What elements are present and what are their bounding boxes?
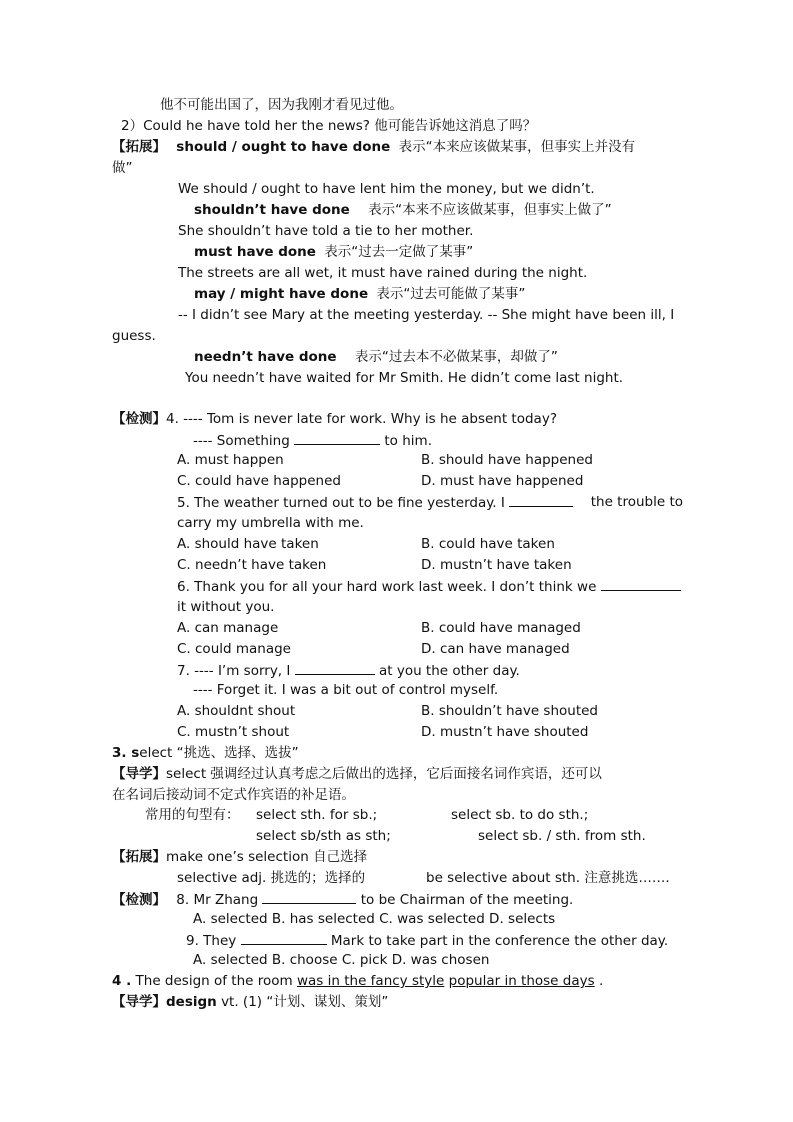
- question-text: 8. Mr Zhang: [176, 892, 259, 908]
- example-sentence-cont: guess.: [112, 328, 156, 344]
- section-number: 3. s: [112, 745, 140, 761]
- term-desc: 表示“过去一定做了某事”: [324, 244, 474, 260]
- tuozhan-line: [112, 848, 367, 866]
- option: A. can manage: [177, 620, 279, 636]
- term-should-have-done: should / ought to have done: [176, 139, 391, 155]
- option: B. could have taken: [421, 536, 555, 552]
- answer-blank[interactable]: [241, 931, 327, 945]
- underlined-phrase: was in the fancy style: [296, 973, 445, 989]
- answer-blank[interactable]: [509, 493, 573, 507]
- sentence-text: The design of the room: [135, 973, 293, 989]
- jiance-tag: 【检测】: [112, 411, 166, 427]
- daoxue-line: [112, 993, 388, 1011]
- option: D. mustn’t have taken: [421, 557, 572, 573]
- pattern-label: 常用的句型有：: [145, 807, 240, 823]
- option: D. mustn’t have shouted: [421, 724, 589, 740]
- question-text: the trouble to: [590, 494, 683, 510]
- example-sentence: The streets are all wet, it must have rained during the night.: [178, 265, 588, 281]
- term-neednt-have-done: needn’t have done: [194, 349, 337, 365]
- pattern: select sth. for sb.;: [256, 807, 378, 823]
- daoxue-text: select 强调经过认真考虑之后做出的选择，它后面接名词作宾语，还可以: [166, 766, 602, 782]
- options-row: A. selected B. choose C. pick D. was chosen: [193, 952, 490, 968]
- question-7: [177, 661, 520, 680]
- underlined-phrase: popular in those days: [448, 973, 595, 989]
- option: A. should have taken: [177, 536, 319, 552]
- sentence-end: .: [598, 973, 604, 989]
- term-desc: 表示“本来不应该做某事，但事实上做了”: [368, 202, 612, 218]
- section-number: 4 .: [112, 973, 132, 989]
- question-8: [112, 890, 573, 909]
- term-must-have-done: must have done: [194, 244, 316, 260]
- tuozhan-line-1: [112, 138, 635, 156]
- question-4-line-2: [193, 431, 432, 450]
- question-5: [177, 493, 683, 512]
- pattern: select sb. / sth. from sth.: [478, 828, 646, 844]
- section-heading: [112, 744, 299, 762]
- intro-line-2: 2）Could he have told her the news? 他可能告诉她这消息了吗？: [121, 118, 537, 134]
- question-text: at you the other day.: [378, 663, 520, 679]
- question-7-line-2: ---- Forget it. I was a bit out of control myself.: [193, 682, 499, 698]
- answer-blank[interactable]: [294, 431, 380, 445]
- example-sentence: We should / ought to have lent him the money, but we didn’t.: [178, 181, 595, 197]
- answer-blank[interactable]: [295, 661, 375, 675]
- options-row: A. selected B. has selected C. was selected D. selects: [193, 911, 556, 927]
- definition: vt. (1) “计划、谋划、策划”: [221, 994, 389, 1010]
- option: D. must have happened: [421, 473, 584, 489]
- answer-blank[interactable]: [262, 890, 356, 904]
- option: C. mustn’t shout: [177, 724, 290, 740]
- daoxue-text-cont: 在名词后接动词不定式作宾语的补足语。: [112, 787, 355, 803]
- tuozhan-tag: 【拓展】: [112, 139, 166, 155]
- question-9: [186, 931, 668, 950]
- tuozhan-line: [194, 285, 525, 303]
- question-text: ---- Something: [193, 433, 290, 449]
- term-desc: 表示“过去可能做了某事”: [376, 286, 526, 302]
- section-title: elect “挑选、选择、选拔”: [139, 745, 299, 761]
- question-text: 7. ---- I’m sorry, I: [177, 663, 291, 679]
- question-text: 6. Thank you for all your hard work last week. I don’t think we: [177, 579, 597, 595]
- tuozhan-line: [194, 201, 612, 219]
- option: B. should have happened: [421, 452, 593, 468]
- example-sentence: You needn’t have waited for Mr Smith. He didn’t come last night.: [185, 370, 624, 386]
- daoxue-tag: 【导学】: [112, 766, 166, 782]
- option: A. must happen: [177, 452, 284, 468]
- daoxue-line: [112, 765, 602, 783]
- option: B. could have managed: [421, 620, 581, 636]
- term-shouldnt-have-done: shouldn’t have done: [194, 202, 350, 218]
- question-6: [177, 577, 681, 596]
- daoxue-tag: 【导学】: [112, 994, 166, 1010]
- jiance-tag: 【检测】: [112, 892, 166, 908]
- option: C. needn’t have taken: [177, 557, 327, 573]
- question-text: Mark to take part in the conference the other day.: [330, 933, 669, 949]
- tuozhan-line: [194, 348, 558, 366]
- term-desc: 表示“本来应该做某事，但事实上并没有: [398, 139, 636, 155]
- intro-line-1: 他不可能出国了，因为我刚才看见过他。: [160, 97, 403, 113]
- option: B. shouldn’t have shouted: [421, 703, 598, 719]
- term-design: design: [166, 994, 217, 1010]
- example-sentence: She shouldn’t have told a tie to her mother.: [178, 223, 474, 239]
- option: A. shouldnt shout: [177, 703, 296, 719]
- option: C. could have happened: [177, 473, 341, 489]
- tuozhan-tag: 【拓展】: [112, 849, 166, 865]
- question-4: [112, 410, 557, 428]
- question-5-line-2: carry my umbrella with me.: [177, 515, 364, 531]
- tuozhan-text: make one’s selection 自己选择: [166, 849, 368, 865]
- term-desc-cont: 做”: [112, 160, 133, 176]
- section-heading: [112, 972, 603, 990]
- question-text: 5. The weather turned out to be fine yesterday. I: [177, 495, 505, 511]
- question-text: 4. ---- Tom is never late for work. Why is he absent today?: [166, 411, 557, 427]
- pattern: select sb. to do sth.;: [451, 807, 589, 823]
- pattern: select sb/sth as sth;: [256, 828, 391, 844]
- term-may-might-have-done: may / might have done: [194, 286, 369, 302]
- question-6-line-2: it without you.: [177, 599, 275, 615]
- option: C. could manage: [177, 641, 291, 657]
- example-sentence: -- I didn’t see Mary at the meeting yesterday. -- She might have been ill, I: [178, 307, 675, 323]
- term-desc: 表示“过去本不必做某事，却做了”: [354, 349, 558, 365]
- question-text: 9. They: [186, 933, 237, 949]
- answer-blank[interactable]: [601, 577, 681, 591]
- option: D. can have managed: [421, 641, 570, 657]
- tuozhan-text: selective adj. 挑选的；选择的: [177, 870, 366, 886]
- question-text: to be Chairman of the meeting.: [360, 892, 574, 908]
- tuozhan-text: be selective about sth. 注意挑选…….: [426, 870, 670, 886]
- question-text: to him.: [384, 433, 432, 449]
- tuozhan-line: [194, 243, 473, 261]
